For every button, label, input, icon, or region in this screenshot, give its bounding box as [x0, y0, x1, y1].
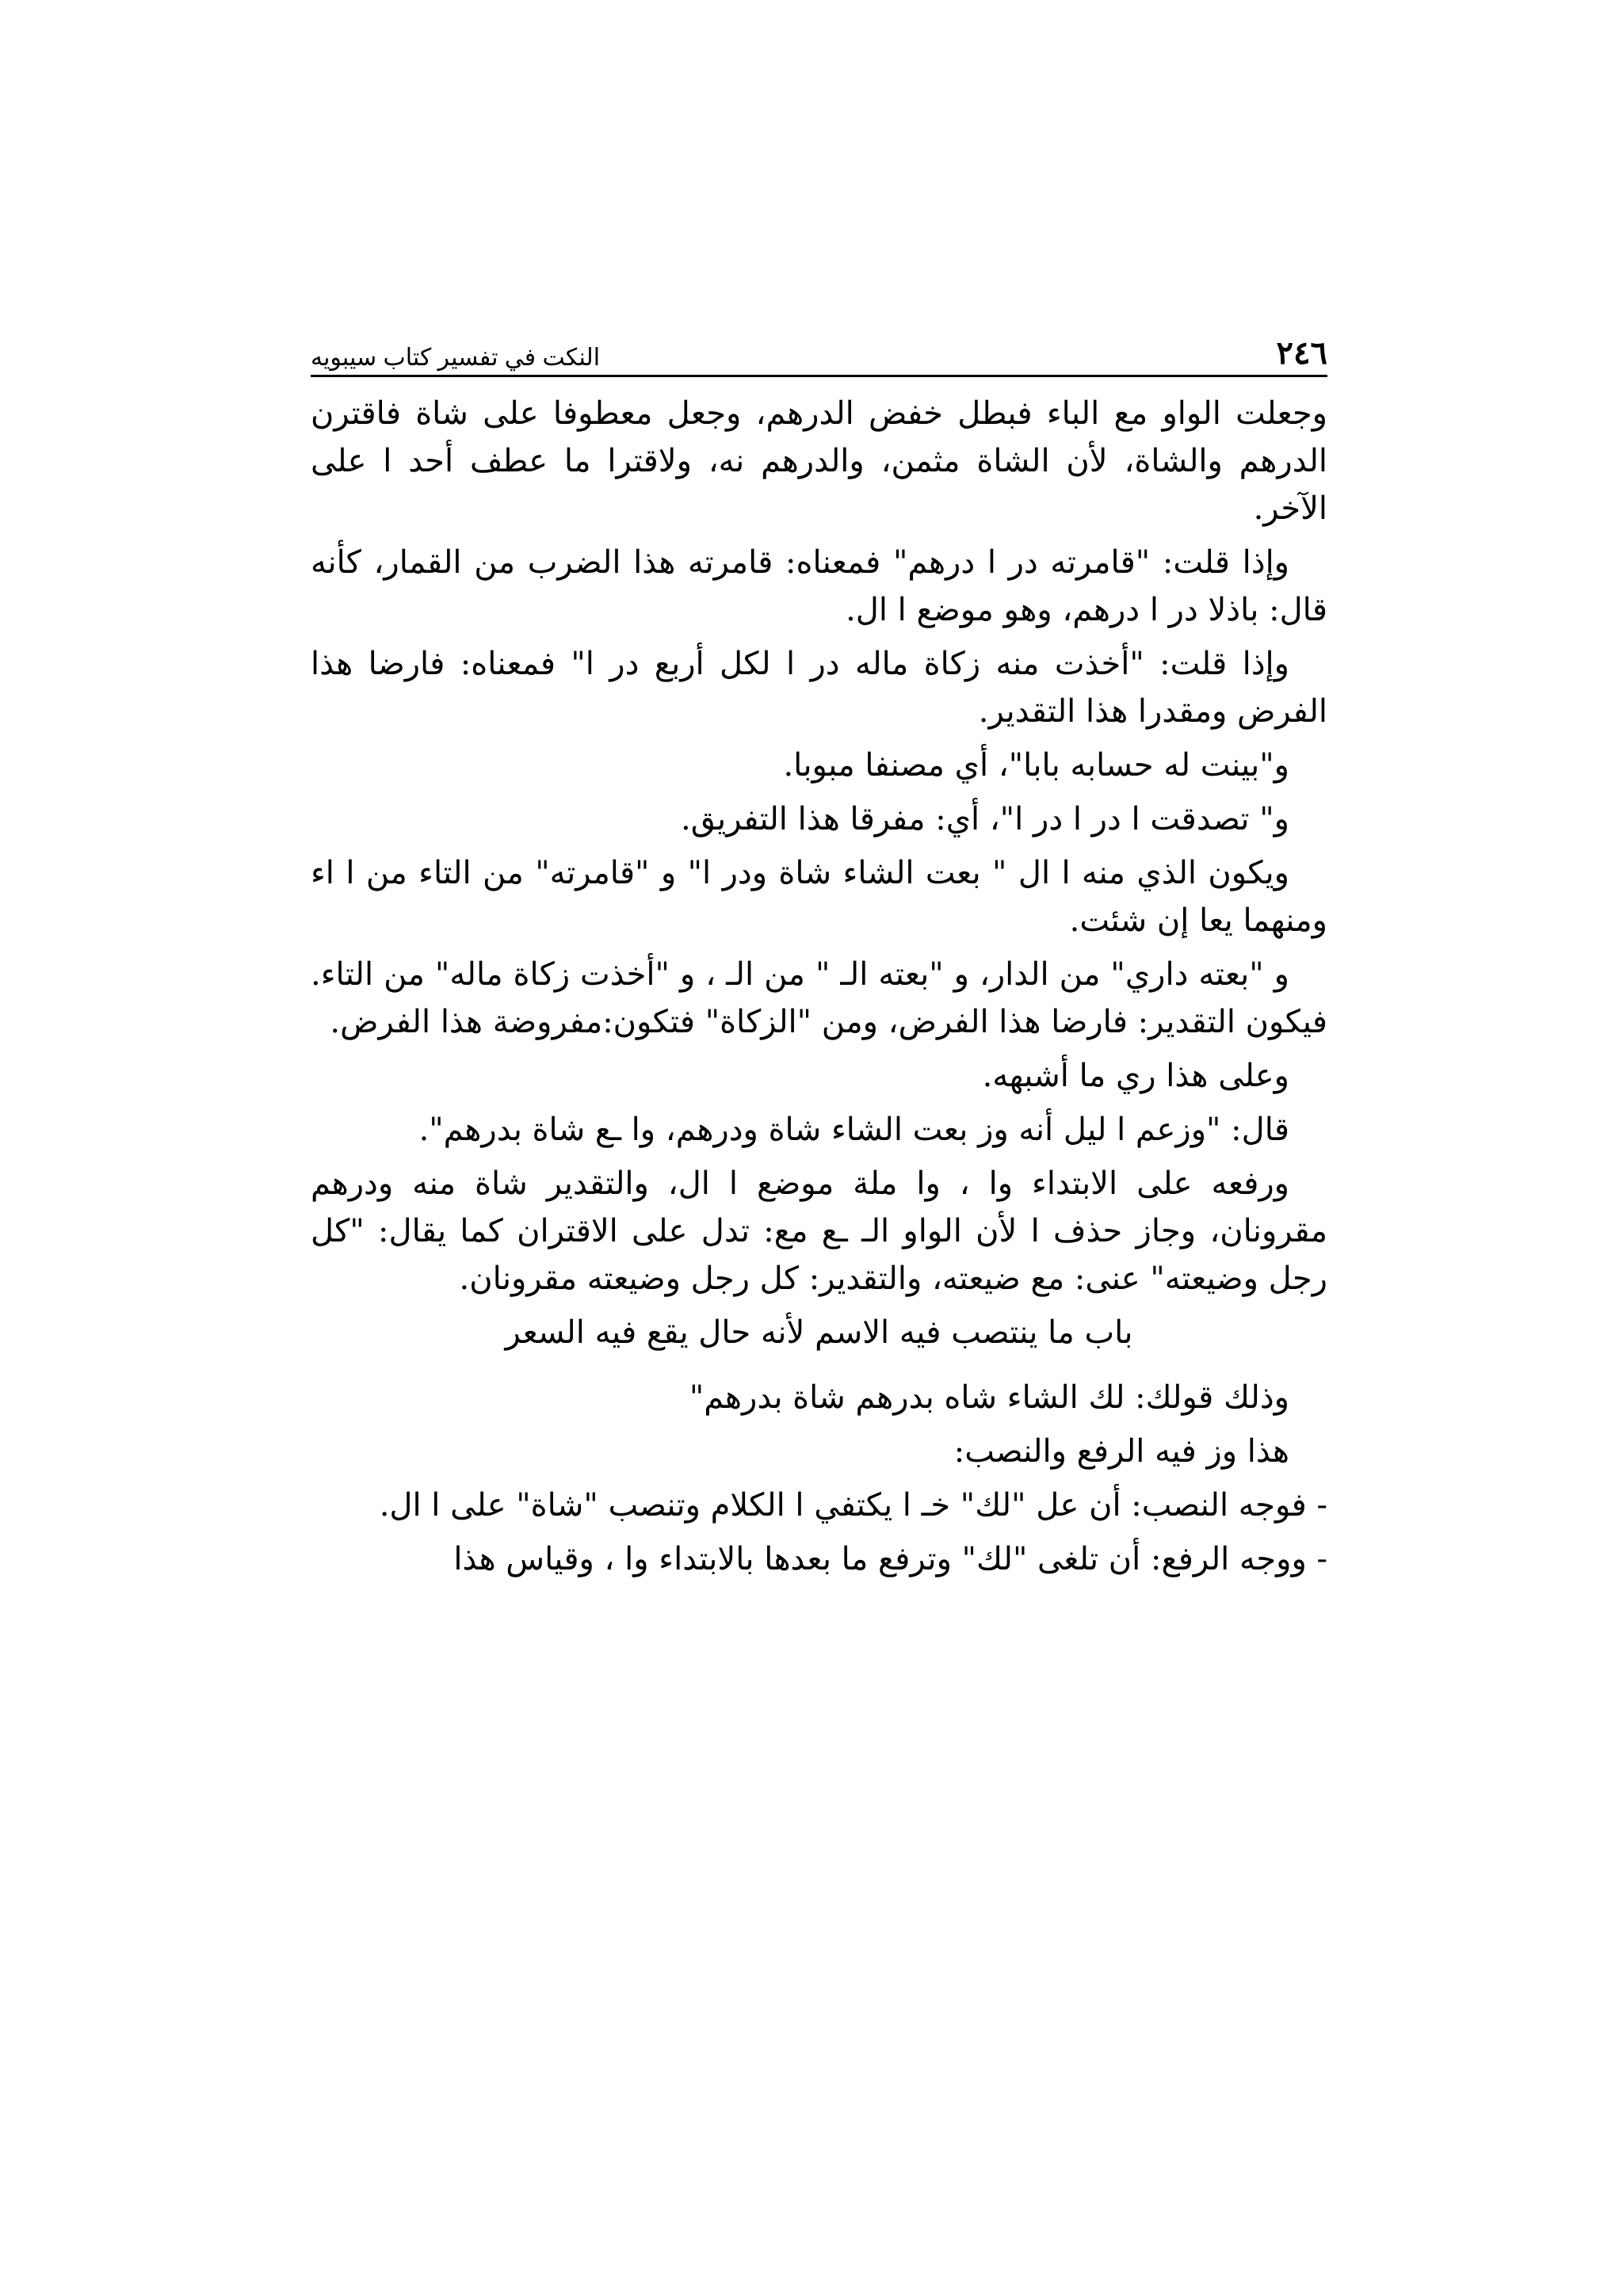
paragraph: و"بينت له حسابه بابا"، أي مصنفا مبوبا.: [783, 747, 1289, 784]
paragraph: وإذا قلت: "قامرته در ا درهم" فمعناه: قامرته هذا الضرب من القمار، كأنه قال: باذلا در ا درهم، وهو موضع ا ال.: [311, 544, 1327, 628]
paragraph: قال: "وزعم ا ليل أنه وز بعت الشاء شاة ودرهم، وا ـع شاة بدرهم".: [418, 1112, 1289, 1148]
header-rule: [311, 375, 1327, 377]
list-item: - ووجه الرفع: أن تلغى "لك" وترفع ما بعدها بالابتداء وا ، وقياس هذا: [453, 1541, 1327, 1577]
paragraph: و" تصدقت ا در ا در ا"، أي: مفرقا هذا التفريق.: [680, 801, 1289, 837]
list-item: - فوجه النصب: أن عل "لك" خـ ا يكتفي ا الكلام وتنصب "شاة" على ا ال.: [379, 1487, 1327, 1524]
running-title: النكت في تفسير كتاب سيبويه: [311, 345, 601, 371]
paragraph: وذلك قولك: لك الشاء شاه بدرهم شاة بدرهم": [689, 1379, 1289, 1416]
paragraph: ورفعه على الابتداء وا ، وا ملة موضع ا ال، والتقدير شاة منه ودرهم مقرونان، وجاز حذف ا لأن الواو الـ ـع مع: تدل على الاقتران كما يقال: "كل رجل وضيعته" عنى: مع ضيعته، والتقدير: كل رجل وضيعته مقرونان.: [311, 1165, 1327, 1297]
paragraph: ويكون الذي منه ا ال " بعت الشاء شاة ودر ا" و "قامرته" من التاء من ا اء ومنهما يعا إن شئت.: [311, 855, 1327, 939]
page-body: [311, 390, 1327, 1589]
paragraph: و "بعته داري" من الدار، و "بعته الـ " من الـ ، و "أخذت زكاة ماله" من التاء. فيكون التقدير: فارضا هذا الفرض، ومن "الزكاة" فتكون:مفروضة هذا الفرض.: [311, 956, 1327, 1040]
paragraph: وعلى هذا ري ما أشبهه.: [982, 1058, 1289, 1094]
paragraph: هذا وز فيه الرفع والنصب:: [953, 1433, 1289, 1470]
page-header: [311, 321, 1327, 372]
page-number: ٢٤٦: [1276, 334, 1327, 372]
paragraph: وجعلت الواو مع الباء فبطل خفض الدرهم، وجعل معطوفا على شاة فاقترن الدرهم والشاة، لأن الشاة مثمن، والدرهم نه، ولاقترا ما عطف أحد ا على الآخر.: [311, 395, 1327, 527]
paragraph: وإذا قلت: "أخذت منه زكاة ماله در ا لكل أربع در ا" فمعناه: فارضا هذا الفرض ومقدرا هذا التقدير.: [311, 646, 1327, 730]
section-heading: باب ما ينتصب فيه الاسم لأنه حال يقع فيه السعر: [505, 1314, 1133, 1351]
